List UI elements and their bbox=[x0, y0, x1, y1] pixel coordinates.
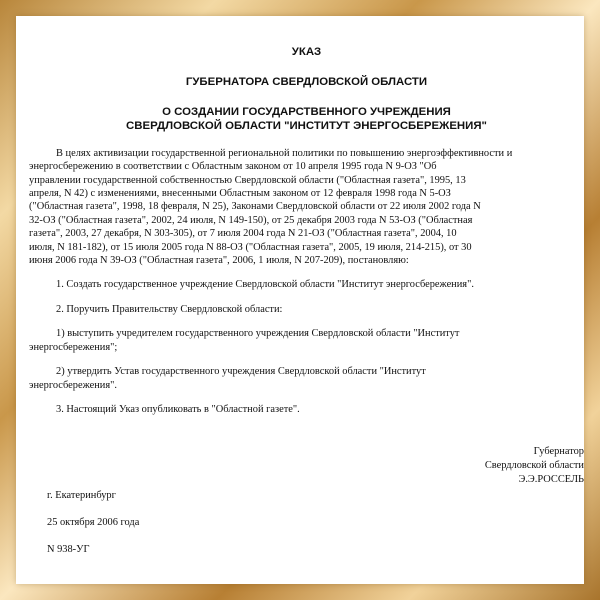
document-heading bbox=[29, 105, 584, 133]
preamble-line: энергосбережению в соответствии с Областным законом от 10 апреля 1995 года N 9-ОЗ "Об bbox=[29, 161, 437, 173]
signature-position: Губернатор bbox=[533, 446, 584, 457]
document-footer bbox=[47, 489, 139, 566]
subitem-line: 2) утвердить Устав государственного учреждения Свердловской области "Институт bbox=[56, 366, 426, 378]
signature-block bbox=[485, 445, 584, 487]
page-frame bbox=[16, 16, 584, 584]
decree-item-1: 1. Создать государственное учреждение Свердловской области "Институт энергосбережения". bbox=[56, 279, 474, 291]
preamble-line: управлении государственной собственностью Свердловской области ("Областная газета", 1995, 13 bbox=[29, 174, 466, 186]
subitem-line: энергосбережения"; bbox=[29, 341, 118, 353]
decree-document bbox=[29, 46, 584, 566]
footer-number: N 938-УГ bbox=[47, 544, 90, 555]
document-subtitle: ГУБЕРНАТОРА СВЕРДЛОВСКОЙ ОБЛАСТИ bbox=[185, 76, 428, 89]
preamble-paragraph bbox=[29, 147, 584, 268]
signature-name: Э.Э.РОССЕЛЬ bbox=[518, 474, 584, 485]
decree-item-3: 3. Настоящий Указ опубликовать в "Областной газете". bbox=[56, 403, 300, 415]
decree-body bbox=[29, 147, 584, 417]
footer-date: 25 октября 2006 года bbox=[47, 517, 140, 528]
decree-subitem-2-1 bbox=[29, 327, 584, 354]
preamble-line: В целях активизации государственной региональной политики по повышению энергоэффективности и bbox=[56, 147, 513, 159]
preamble-line: июля, N 181-182), от 15 июля 2005 года N 88-ОЗ ("Областная газета", 2005, 19 июля, 214-215), от 30 bbox=[29, 241, 472, 253]
preamble-line: 32-ОЗ ("Областная газета", 2002, 24 июля, N 149-150), от 25 декабря 2003 года N 53-ОЗ ("Областная bbox=[29, 214, 473, 226]
footer-city: г. Екатеринбург bbox=[47, 490, 116, 501]
preamble-line: июня 2006 года N 39-ОЗ ("Областная газета", 2006, 1 июля, N 207-209), постановляю: bbox=[29, 255, 409, 267]
document-title: УКАЗ bbox=[291, 46, 322, 58]
signature-region: Свердловской области bbox=[484, 460, 584, 471]
document-heading-line: СВЕРДЛОВСКОЙ ОБЛАСТИ "ИНСТИТУТ ЭНЕРГОСБЕРЕЖЕНИЯ" bbox=[126, 119, 487, 132]
subitem-line: энергосбережения". bbox=[29, 379, 117, 391]
document-heading-line: О СОЗДАНИИ ГОСУДАРСТВЕННОГО УЧРЕЖДЕНИЯ bbox=[162, 105, 451, 118]
decree-item-2: 2. Поручить Правительству Свердловской области: bbox=[56, 303, 283, 315]
decree-subitem-2-2 bbox=[29, 365, 584, 392]
preamble-line: апреля, N 42) с изменениями, внесенными Областным законом от 12 февраля 1998 года N 5-ОЗ bbox=[29, 188, 451, 200]
subitem-line: 1) выступить учредителем государственного учреждения Свердловской области "Институт bbox=[56, 328, 460, 340]
preamble-line: газета", 2003, 27 декабря, N 303-305), от 7 июля 2004 года N 21-ОЗ ("Областная газета", 2004, 10 bbox=[29, 228, 457, 240]
preamble-line: ("Областная газета", 1998, 18 февраля, N 25), Законами Свердловской области от 22 июля 2002 года N bbox=[29, 201, 481, 213]
